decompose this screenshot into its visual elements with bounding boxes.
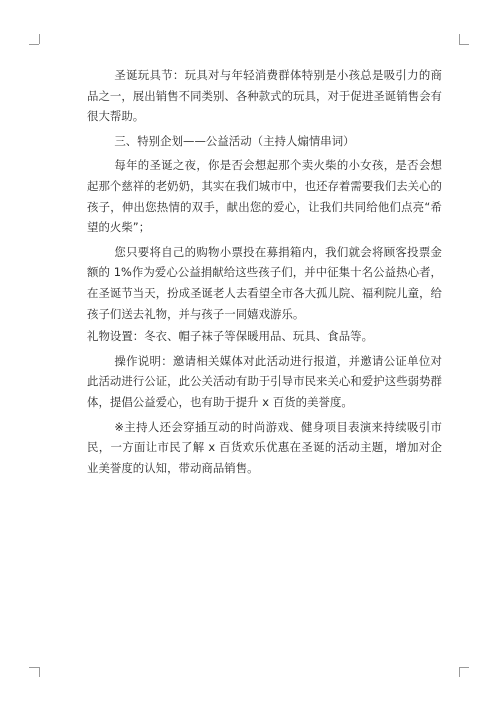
paragraph-operation-notes: 操作说明：邀请相关媒体对此活动进行报道，并邀请公证单位对此活动进行公证，此公关活动有助于引导市民来关心和爱护这些弱势群体，提倡公益爱心，也有助于提升 x 百货的美誉度。 — [87, 353, 442, 409]
paragraph-christmas-eve: 每年的圣诞之夜，你是否会想起那个卖火柴的小女孩，是否会想起那个慈祥的老奶奶，其实在我们城市中，也还存着需要我们去关心的孩子，伸出您热情的双手，献出您的爱心，让我们共同给他们点亮“希望的火柴”； — [87, 158, 442, 235]
document-body — [87, 65, 442, 482]
paragraph-donation: 您只要将自己的购物小票投在募捐箱内，我们就会将顾客投票金额的 1%作为爱心公益捐献给这些孩子们，并中征集十名公益热心者，在圣诞节当天，扮成圣诞老人去看望全市各大孤儿院、福利院儿童，给孩子们送去礼物，并与孩子一同嬉戏游乐。 — [87, 244, 442, 321]
paragraph-host-note: ※主持人还会穿插互动的时尚游戏、健身项目表演来持续吸引市民，一方面让市民了解 x 百货欢乐优惠在圣诞的活动主题，增加对企业美誉度的认知，带动商品销售。 — [87, 419, 442, 475]
section-heading-charity: 三、特别企划——公益活动（主持人煽情串词） — [114, 133, 355, 148]
paragraph-gift-setup: 礼物设置：冬衣、帽子袜子等保暖用品、玩具、食品等。 — [87, 329, 374, 344]
paragraph-toy-festival: 圣诞玩具节：玩具对与年轻消费群体特别是小孩总是吸引力的商品之一，展出销售不同类别、各种款式的玩具，对于促进圣诞销售会有很大帮助。 — [87, 68, 442, 124]
